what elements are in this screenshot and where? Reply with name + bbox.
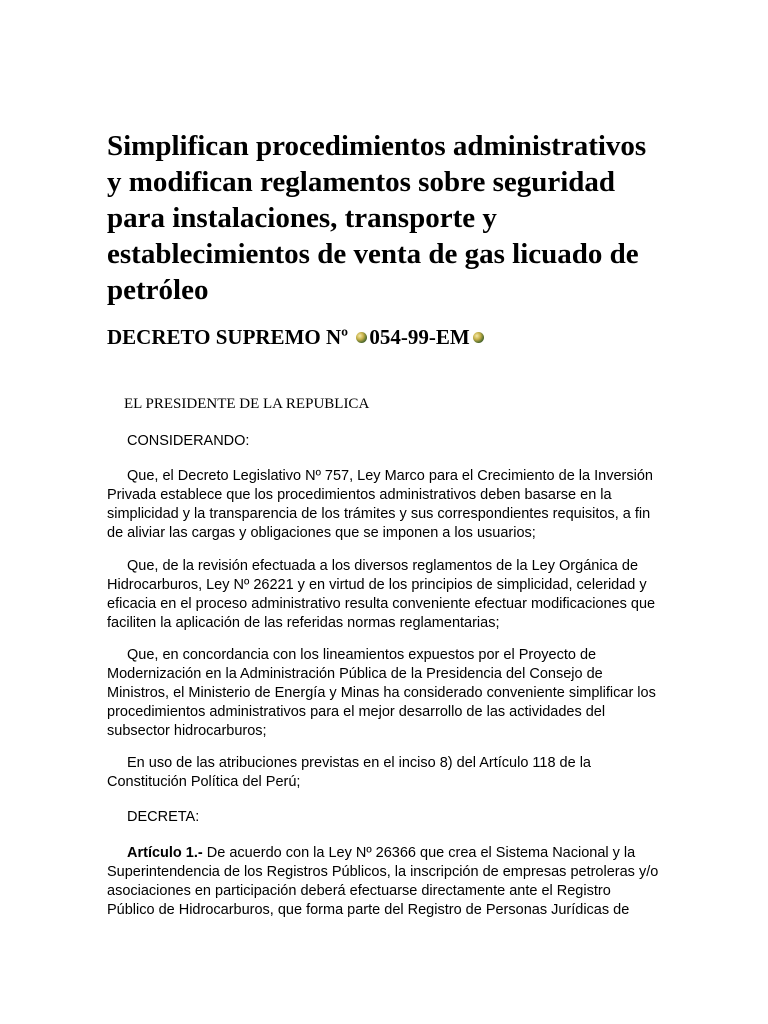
- decree-number: 054-99-EM: [369, 325, 470, 349]
- considering-heading: CONSIDERANDO:: [127, 433, 250, 449]
- bullet-icon: [473, 332, 484, 343]
- decree-prefix: DECRETO SUPREMO Nº: [107, 325, 354, 349]
- article-1-text: De acuerdo con la Ley Nº 26366 que crea el Sistema Nacional y la Superintendencia de los Registros Públicos, la inscripción de empresas petroleras y/o asociaciones en participación deberá efectuarse directamente ante el Registro Público de Hidrocarburos, que forma parte del Registro de Personas Jurídicas de: [107, 845, 659, 918]
- president-heading: EL PRESIDENTE DE LA REPUBLICA: [124, 396, 370, 412]
- bullet-icon: [356, 332, 367, 343]
- article-1: [107, 844, 662, 920]
- article-1-label: Artículo 1.-: [127, 845, 203, 861]
- decree-heading: [107, 322, 486, 352]
- paragraph-4: En uso de las atribuciones previstas en el inciso 8) del Artículo 118 de la Constitución Política del Perú;: [107, 755, 591, 790]
- decreta-heading: DECRETA:: [127, 809, 200, 825]
- paragraph-2: Que, de la revisión efectuada a los diversos reglamentos de la Ley Orgánica de Hidrocarburos, Ley Nº 26221 y en virtud de los principios de simplicidad, celeridad y eficacia en el proceso administrativo resulta conveniente efectuar modificaciones que faciliten la aplicación de las referidas normas reglamentarias;: [107, 558, 656, 631]
- paragraph-1: Que, el Decreto Legislativo Nº 757, Ley Marco para el Crecimiento de la Inversión Privada establece que los procedimientos administrativos deben basarse en la simplicidad y la transparencia de los trámites y sus correspondientes requisitos, a fin de aliviar las cargas y obligaciones que se imponen a los usuarios;: [107, 468, 653, 541]
- paragraph-3: Que, en concordancia con los lineamientos expuestos por el Proyecto de Modernización en la Administración Pública de la Presidencia del Consejo de Ministros, el Ministerio de Energía y Minas ha considerado conveniente simplificar los procedimientos administrativos para el mejor desarrollo de las actividades del subsector hidrocarburos;: [107, 647, 656, 739]
- document-title: Simplifican procedimientos administrativos y modifican reglamentos sobre seguridad para instalaciones, transporte y establecimientos de venta de gas licuado de petróleo: [107, 130, 647, 306]
